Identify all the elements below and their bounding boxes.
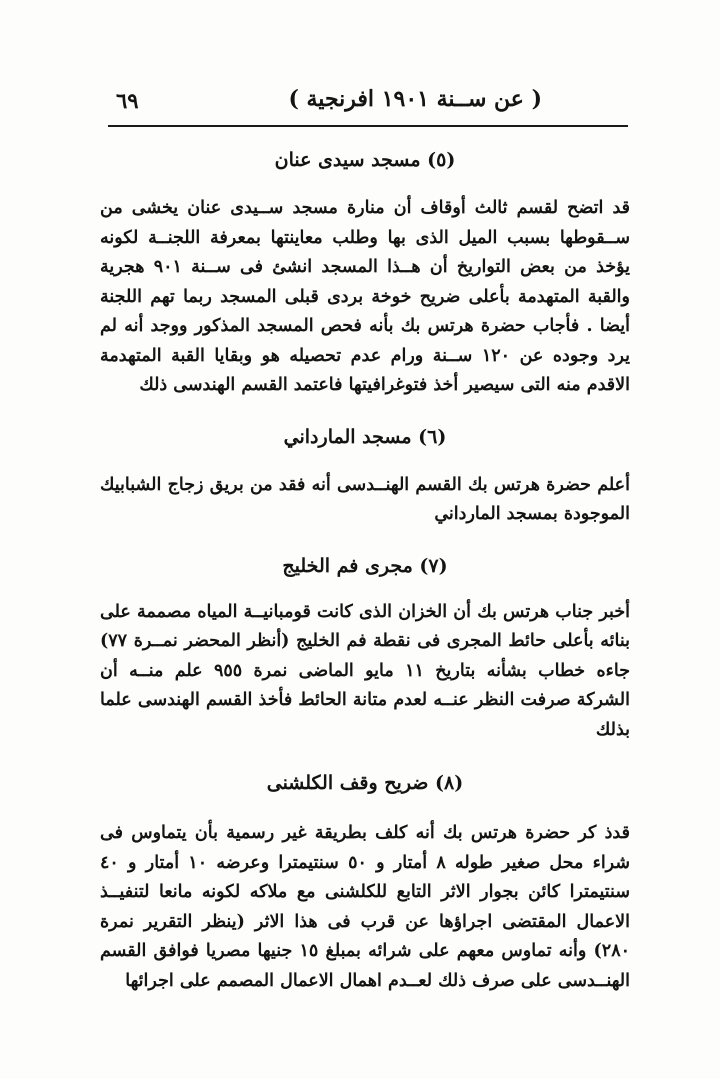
section-paragraph-8: قدذ كر حضرة هرتس بك أنه كلف بطريقة غير رسمية بأن يتماوس فى شراء محل صغير طوله ٨ أمتار و ٥٠ سنتيمترا وعرضه ١٠ أمتار و ٤٠ سنتيمترا كائن بجوار الاثر التابع للكلشنى مع ملاكه لكونه مانعا لتنفيــذ الاعمال المقتضى اجراؤها عن قرب فى هذا الاثر (ينظر التقرير نمرة ٢٨٠) وأنه تماوس معهم على شرائه بمبلغ ١٥ جنيها مصريا فوافق القسم الهنــدسى على صرف ذلك لعــدم اهمال الاعمال المصمم على اجرائها bbox=[100, 823, 630, 991]
section-paragraph-7: أخبر جناب هرتس بك أن الخزان الذى كانت قومبانيــة المياه مصممة على بنائه بأعلى حائط المجرى فى نقطة فم الخليج (أنظر المحضر نمــرة ٧٧) جاءه خطاب بشأنه بتاريخ ١١ مايو الماضى نمرة ٩٥٥ علم منــه أن الشركة صرفت النظر عنــه لعدم متانة الحائط فأخذ القسم الهندسى علما بذلك bbox=[100, 601, 631, 740]
section-heading-7: (٧) مجرى فم الخليج bbox=[282, 554, 448, 577]
header-title: ( عن ســنة ١٩٠١ افرنجية ) bbox=[288, 86, 542, 112]
section-paragraph-6: أعلم حضرة هرتس بك القسم الهنــدسى أنه فقد من بريق زجاج الشبابيك الموجودة بمسجد المارداني bbox=[100, 474, 630, 524]
section-paragraph-5: قد اتضح لقسم ثالث أوقاف أن منارة مسجد ســيدى عنان يخشى من ســقوطها بسبب الميل الذى بها وطلب معاينتها بمعرفة اللجنــة لكونه يؤخذ من بعض التواريخ أن هــذا المسجد انشئ فى ســنة ٩٠١ هجرية والقبة المتهدمة بأعلى ضريح خوخة بردى قبلى المسجد ربما تهم اللجنة أيضا . فأجاب حضرة هرتس بك بأنه فحص المسجد المذكور ووجد أنه لم يرد وجوده عن ١٢٠ ســنة ورام عدم تحصيله هو وبقايا القبة المتهدمة الاقدم منه التى سيصير أخذ فتوغرافيتها فاعتمد القسم الهندسى ذلك bbox=[100, 198, 630, 395]
page-number: ٦٩ bbox=[116, 88, 139, 113]
section-heading-8: (٨) ضريح وقف الكلشنى bbox=[266, 772, 464, 794]
page-body bbox=[100, 140, 630, 996]
section-heading-5: (٥) مسجد سيدى عنان bbox=[274, 149, 456, 171]
header-rule bbox=[108, 125, 628, 127]
running-header bbox=[108, 82, 632, 126]
section-heading-6: (٦) مسجد المارداني bbox=[283, 425, 447, 448]
